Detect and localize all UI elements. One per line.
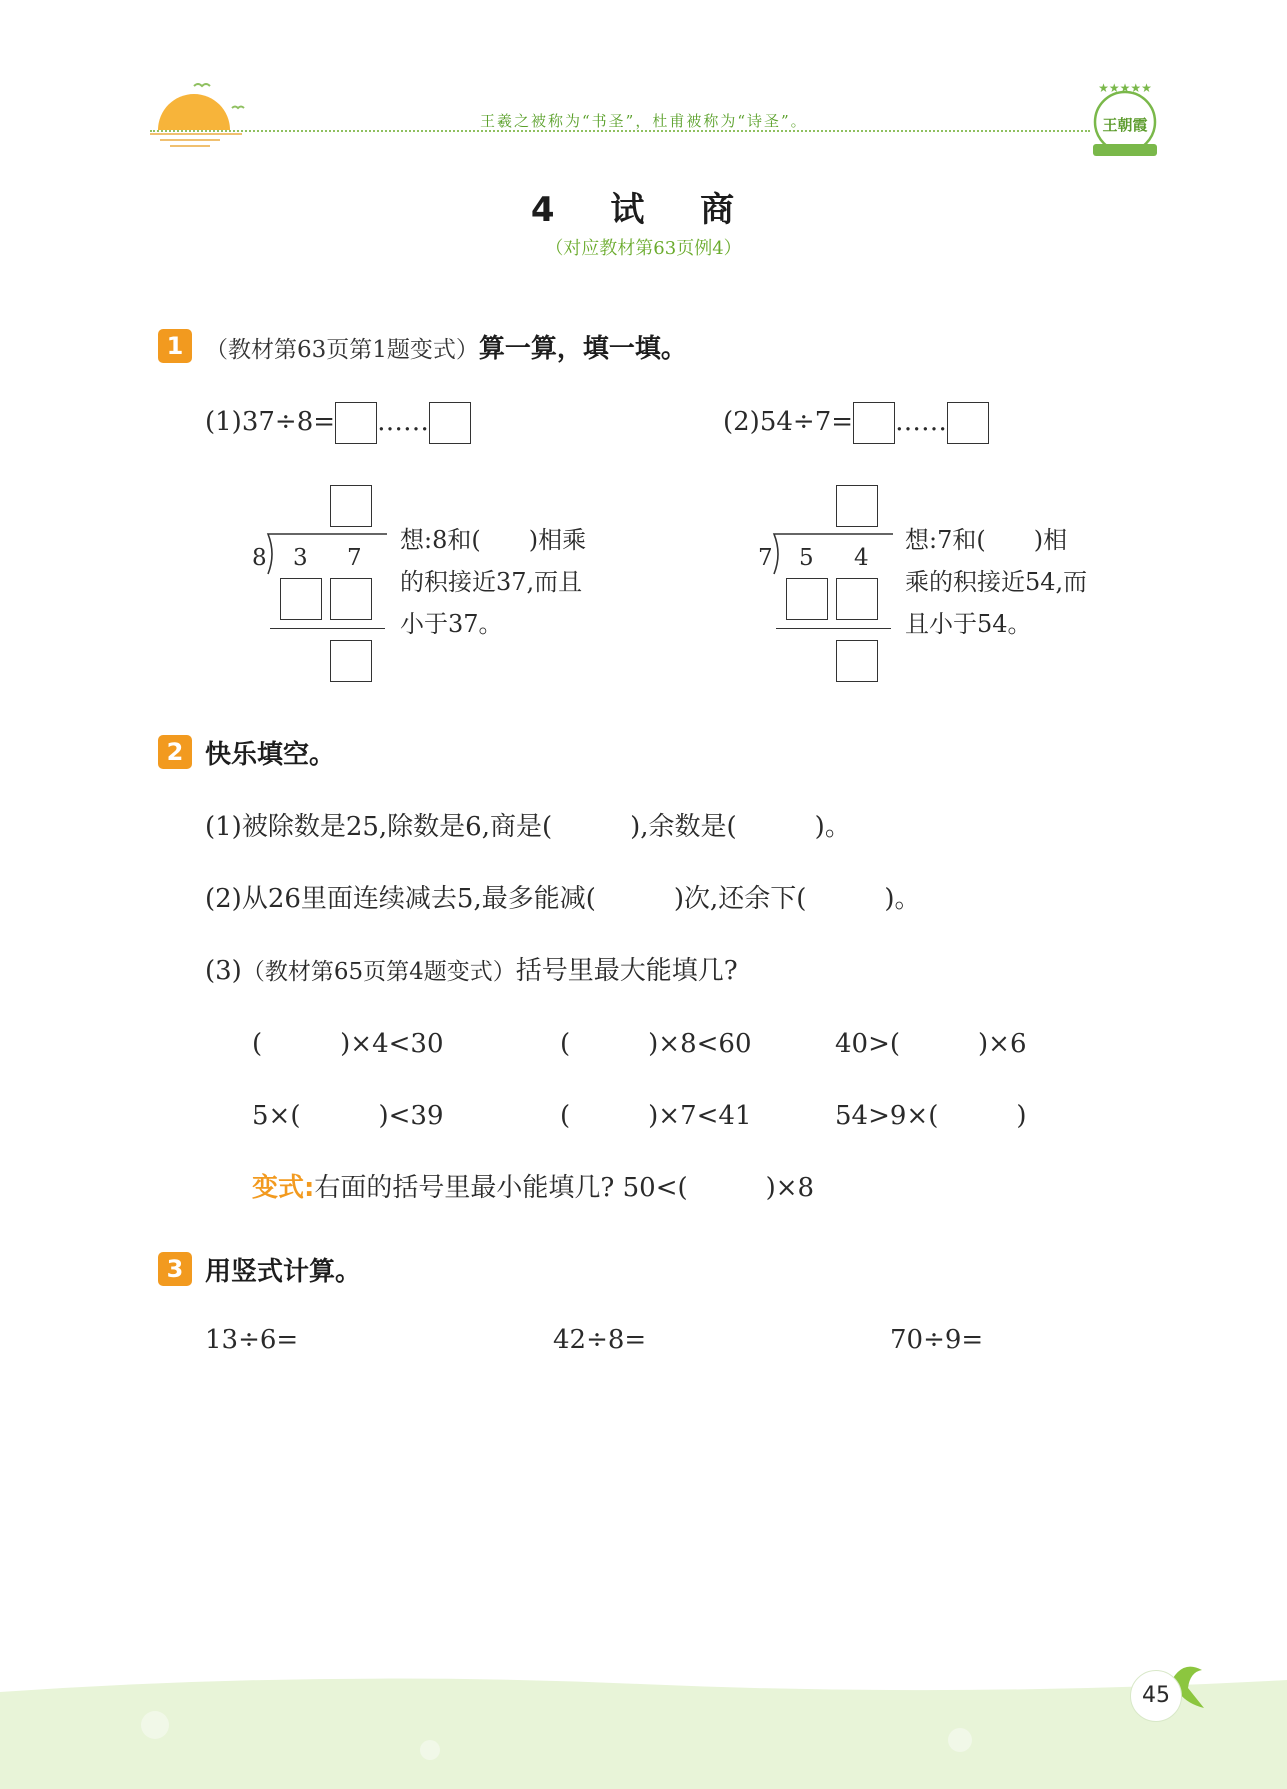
s1-q2-hint-2: 乘的积接近54,而 (905, 568, 1088, 596)
svg-text:★★★★★: ★★★★★ (1098, 81, 1152, 95)
s1-q1-equation (205, 402, 471, 444)
s2-row2-item-1: 5×( )<39 (252, 1101, 444, 1131)
s1-q2-division-bracket (758, 530, 893, 580)
s1-q2-hint-3: 且小于54。 (905, 610, 1032, 638)
s3-item-3: 70÷9= (890, 1325, 984, 1355)
s2-row1-item-1: ( )×4<30 (252, 1029, 444, 1059)
footer-decoration (0, 1670, 1287, 1789)
s1-q1-dots: …… (377, 407, 430, 437)
s1-q2-label: (2)54÷7= (723, 407, 854, 437)
page-title: 4 试 商 (530, 190, 757, 230)
section-1-badge: 1 (158, 329, 192, 363)
s2-variant-text: 右面的括号里最小能填几? 50<( )×8 (314, 1173, 815, 1203)
s1-q2-dividend-d1: 5 (799, 545, 814, 571)
s2-q2: (2)从26里面连续减去5,最多能减( )次,还余下( )。 (205, 884, 921, 914)
s1-q2-hint-1: 想:7和( )相 (905, 526, 1068, 554)
s1-q2-remainder-box[interactable] (947, 402, 989, 444)
s2-q3-title: 括号里最大能填几? (515, 956, 738, 986)
section-3-title: 用竖式计算。 (205, 1257, 362, 1287)
s1-q2-ld-product-box-1[interactable] (786, 578, 828, 620)
s1-q1-division-bracket (252, 530, 387, 580)
logo-text: 王朝霞 (1102, 116, 1148, 134)
s1-q1-divisor: 8 (252, 545, 267, 571)
s1-q1-hint-1: 想:8和( )相乘 (400, 526, 587, 554)
s1-q1-ld-remainder-box[interactable] (330, 640, 372, 682)
page-subtitle: （对应教材第63页例4） (545, 238, 742, 259)
s1-q1-dividend-d2: 7 (347, 545, 362, 571)
s1-q1-ld-quotient-box[interactable] (330, 485, 372, 527)
s1-q2-ld-remainder-box[interactable] (836, 640, 878, 682)
s2-variant-label: 变式: (252, 1173, 315, 1203)
s2-q1: (1)被除数是25,除数是6,商是( ),余数是( )。 (205, 812, 851, 842)
s1-q2-ld-quotient-box[interactable] (836, 485, 878, 527)
s1-q1-ld-product-box-2[interactable] (330, 578, 372, 620)
header-quote: 王羲之被称为“书圣”，杜甫被称为“诗圣”。 (480, 112, 808, 130)
s2-row2-item-2: ( )×7<41 (560, 1101, 752, 1131)
s1-q2-dots: …… (895, 407, 948, 437)
section-3-badge: 3 (158, 1252, 192, 1286)
section-1-title: 算一算，填一填。 (478, 334, 687, 364)
sunset-icon (150, 78, 250, 150)
s1-q2-quotient-box[interactable] (853, 402, 895, 444)
section-1-note: （教材第63页第1题变式） (205, 337, 479, 363)
s1-q1-ld-line (270, 628, 385, 629)
s2-row1-item-2: ( )×8<60 (560, 1029, 752, 1059)
s1-q1-hint-2: 的积接近37,而且 (400, 568, 583, 596)
s1-q1-quotient-box[interactable] (335, 402, 377, 444)
s2-row1-item-3: 40>( )×6 (835, 1029, 1027, 1059)
s1-q2-divisor: 7 (758, 545, 773, 571)
s1-q1-label: (1)37÷8= (205, 407, 336, 437)
s2-q3-prefix: (3) (205, 956, 242, 986)
publisher-logo (1085, 78, 1165, 160)
s1-q2-ld-line (776, 628, 891, 629)
section-1-heading (205, 328, 687, 365)
s1-q1-dividend-d1: 3 (293, 545, 308, 571)
s2-q3 (205, 950, 738, 987)
s1-q2-dividend-d2: 4 (854, 545, 869, 571)
s1-q1-ld-product-box-1[interactable] (280, 578, 322, 620)
s1-q1-remainder-box[interactable] (429, 402, 471, 444)
s2-row2-item-3: 54>9×( ) (835, 1101, 1027, 1131)
page-number: 45 (1130, 1670, 1182, 1722)
section-2-title: 快乐填空。 (205, 740, 336, 770)
s3-item-2: 42÷8= (553, 1325, 647, 1355)
s2-q3-note: （教材第65页第4题变式） (241, 959, 516, 985)
s1-q2-equation (723, 402, 989, 444)
s1-q2-ld-product-box-2[interactable] (836, 578, 878, 620)
section-2-badge: 2 (158, 735, 192, 769)
s1-q1-hint-3: 小于37。 (400, 610, 503, 638)
s2-variant (252, 1167, 814, 1204)
s3-item-1: 13÷6= (205, 1325, 299, 1355)
